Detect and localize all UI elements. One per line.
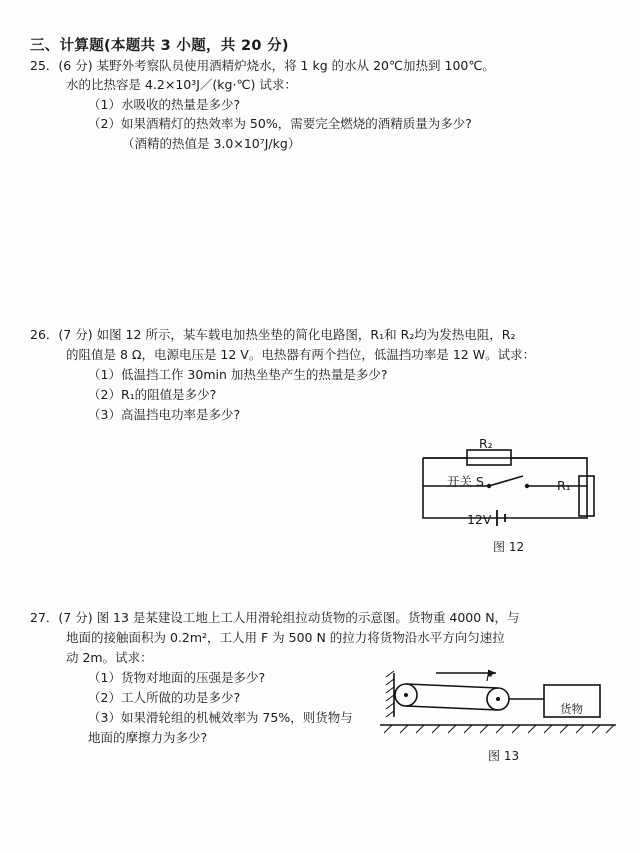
resistor-r2-label: R₂ [479, 436, 493, 451]
q26-line-4: （3）高温挡电功率是多少? [88, 407, 241, 422]
q27-line-5: （3）如果滑轮组的机械效率为 75%，则货物与 [88, 710, 353, 725]
q25-line-3: （2）如果酒精灯的热效率为 50%，需要完全燃烧的酒精质量为多少? [88, 116, 472, 132]
q25-line-0 [30, 56, 620, 75]
q27-number: 27．(7 分) [30, 610, 93, 625]
q27-line-3: （1）货物对地面的压强是多少? [88, 670, 266, 685]
force-f-label: F [486, 669, 494, 684]
q27-line-6: 地面的摩擦力为多少? [88, 730, 208, 745]
q25-line-1: 水的比热容是 4.2×10³J／(kg·℃) 试求： [66, 77, 297, 93]
switch-label: 开关 S [447, 474, 484, 489]
question-25 [30, 56, 620, 153]
load-label: 货物 [560, 702, 583, 716]
q25-line-2: （1）水吸收的热量是多少? [88, 96, 241, 112]
q27-line-0 [30, 608, 630, 628]
section-heading: 三、计算题(本题共 3 小题，共 20 分) [30, 38, 289, 54]
q27-line-1: 地面的接触面积为 0.2m²，工人用 F 为 500 N 的拉力将货物沿水平方向匀速拉 [66, 630, 505, 645]
q25-line-4: （酒精的热值是 3.0×10⁷J/kg） [122, 135, 301, 151]
q26-number: 26．(7 分) [30, 327, 93, 342]
circuit-diagram [405, 428, 605, 538]
q26-line-1: 的阻值是 8 Ω，电源电压是 12 V。电热器有两个挡位，低温挡功率是 12 W。试求： [66, 347, 536, 362]
q25-number: 25．(6 分) [30, 58, 93, 73]
q26-line-2: （1）低温挡工作 30min 加热坐垫产生的热量是多少? [88, 367, 388, 382]
q26-line-3: （2）R₁的阻值是多少? [88, 387, 217, 402]
q27-text-0: 图 13 是某建设工地上工人用滑轮组拉动货物的示意图。货物重 4000 N，与 [96, 610, 520, 625]
resistor-r1-label: R₁ [557, 478, 571, 493]
figure-13-caption: 图 13 [488, 749, 520, 763]
voltage-source-label: 12V [467, 512, 492, 527]
q26-line-0 [30, 325, 630, 345]
q27-line-2: 动 2m。试求： [66, 650, 153, 665]
figure-12-caption: 图 12 [493, 540, 525, 554]
figure-12 [405, 428, 605, 556]
q27-line-4: （2）工人所做的功是多少? [88, 690, 241, 705]
figure-13 [378, 655, 618, 765]
question-26 [30, 325, 630, 425]
q25-text-0: 某野外考察队员使用酒精炉烧水，将 1 kg 的水从 20℃加热到 100℃。 [96, 58, 495, 73]
q26-text-0: 如图 12 所示，某车载电加热坐垫的简化电路图，R₁和 R₂均为发热电阻，R₂ [96, 327, 516, 342]
